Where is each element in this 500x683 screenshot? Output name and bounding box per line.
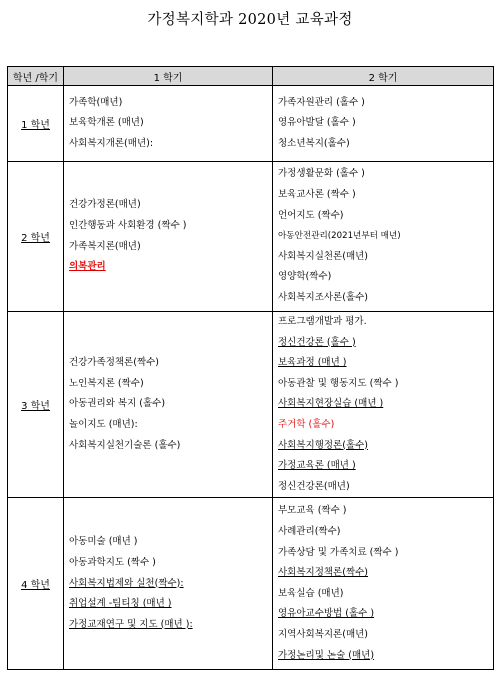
table-row [8,498,494,670]
course-item: 가족자원관리 (홀수 ) [278,96,365,108]
course-item: 아동관찰 및 행동지도 (짝수 ) [278,377,399,389]
semester-2-cell [273,162,494,312]
course-item: 가족복지론(매년) [69,240,141,252]
table-row [8,86,494,162]
course-item: 보육교사론 (짝수 ) [278,189,356,201]
course-item: 보육과정 (매년 ) [278,357,347,369]
course-item: 아동안전관리(2021년부터 매년) [278,231,401,242]
course-item: 가정교육론 (매년 ) [278,460,356,472]
course-item: 사례관리(짝수) [278,526,341,538]
course-item: 영유아발달 (홀수 ) [278,117,356,129]
course-item: 가정교재연구 및 지도 (매년 ): [69,618,193,630]
course-item: 가정논리및 논술 (매년) [278,649,375,661]
course-item: 인간행동과 사회환경 (짝수 ) [69,219,187,231]
course-item: 취업설계 -팀티칭 (매년 ) [69,598,172,610]
course-item: 청소년복지(홀수) [278,137,350,149]
course-item: 건강가정론(매년) [69,199,141,211]
course-item: 가정생활문화 (홀수 ) [278,168,365,180]
course-item-highlighted: 주거학 (홀수) [278,418,335,430]
course-item: 사회복지행정론(홀수) [278,439,369,451]
course-item: 가족학(매년) [69,96,123,108]
semester-1-cell [64,312,273,498]
course-item: 아동과학지도 (짝수 ) [69,556,156,568]
course-item: 언어지도 (짝수) [278,209,344,221]
course-item: 놀이지도 (매년): [69,418,138,430]
course-item: 아동미술 (매년 ) [69,536,138,548]
header-semester-1: 1 학기 [64,67,273,86]
document-title: 가정복지학과 2020년 교육과정 [147,12,353,28]
table-row [8,312,494,498]
table-header-row [8,67,494,86]
table-row [8,162,494,312]
semester-2-cell [273,312,494,498]
semester-1-cell [64,162,273,312]
grade-cell: 4 학년 [8,498,64,670]
course-item: 영양학(짝수) [278,271,332,283]
course-item: 부모교육 (짝수 ) [278,505,347,517]
header-semester-2: 2 학기 [273,67,494,86]
course-item: 건강가족정책론(짝수) [69,357,160,369]
course-item: 보육학개론 (매년) [69,117,144,129]
course-item: 지역사회복지론(매년) [278,629,369,641]
course-item: 사회복지정책론(짝수) [278,567,369,579]
course-item: 영유아교수방법 (홀수 ) [278,608,375,620]
header-grade: 학년 /학기 [8,67,64,86]
semester-2-cell [273,498,494,670]
course-item: 정신건강론 (홀수 ) [278,336,356,348]
course-item: 노인복지론 (짝수) [69,377,144,389]
course-item: 사회복지개론(매년): [69,137,154,149]
course-item: 사회복지실천론(매년) [278,250,369,262]
grade-cell: 3 학년 [8,312,64,498]
course-item: 정신건강론(매년) [278,480,350,492]
course-item: 사회복지조사론(홀수) [278,291,369,303]
course-item: 프로그램개발과 평가. [278,316,367,327]
course-item: 사회복지실천기술론 (홀수) [69,439,181,451]
curriculum-table [7,66,494,670]
course-item: 사회복지현장실습 (매년 ) [278,398,384,410]
grade-cell: 2 학년 [8,162,64,312]
course-item-highlighted: 의복관리 [69,261,106,273]
semester-1-cell [64,498,273,670]
semester-2-cell [273,86,494,162]
grade-cell: 1 학년 [8,86,64,162]
course-item: 사회복지법제와 실천(짝수): [69,577,184,589]
course-item: 가족상담 및 가족치료 (짝수 ) [278,546,399,558]
course-item: 아동권리와 복지 (홀수) [69,398,166,410]
semester-1-cell [64,86,273,162]
course-item: 보육실습 (매년) [278,587,344,599]
